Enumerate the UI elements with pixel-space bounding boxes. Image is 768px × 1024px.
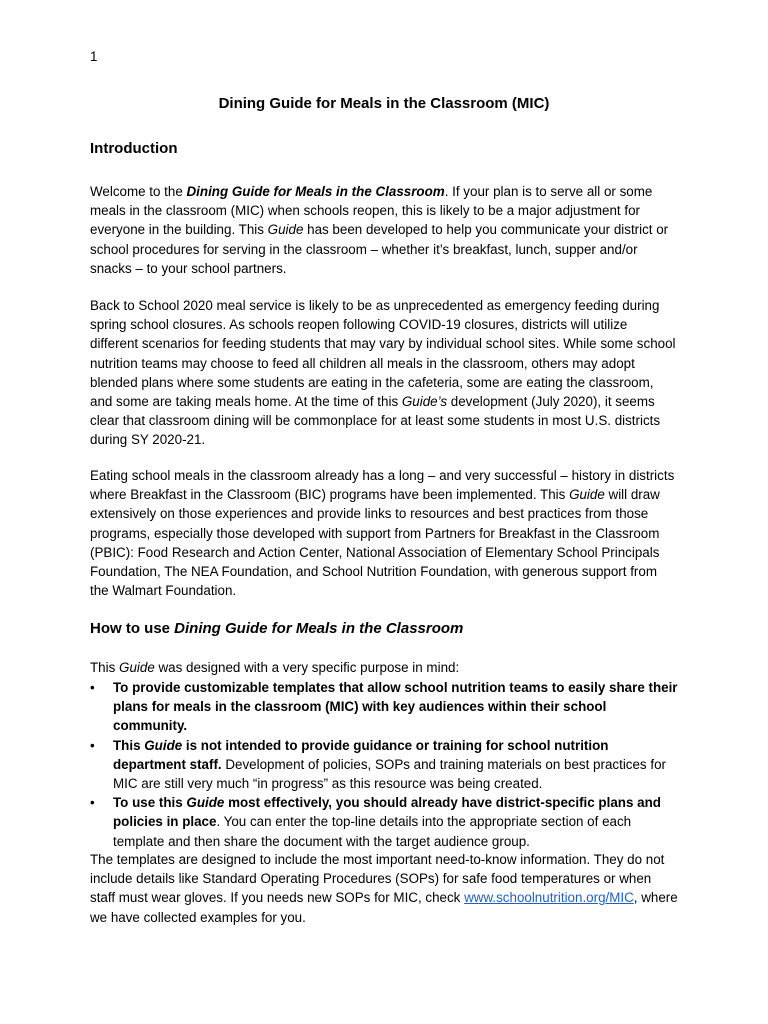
list-item [90,736,680,794]
text-run: will draw extensively on those experiences and provide links to resources and best practices from those programs, especially those developed with support from Partners for Breakfast in the Classroom (PBIC): Food Research and Action Center, National Association of Elementary School Principals Foundation, The NEA Foundation, and School Nutrition Foundation, with generous support from the Walmart Foundation. [90,487,660,599]
bullet-icon: • [90,795,95,811]
page-title: Dining Guide for Meals in the Classroom (MIC) [218,95,550,112]
text-run: How to use [90,620,175,637]
text-run: Welcome to the [90,184,187,199]
intro-paragraph-2 [90,296,678,450]
text-run: has been developed to help you communicate your district or school procedures for serving in the classroom – whether it’s breakfast, lunch, supper and/or snacks – to your school partners. [90,222,669,276]
text-run: Back to School 2020 meal service is likely to be as unprecedented as emergency feeding during spring school closures. As schools reopen following COVID-19 closures, districts will utilize different scenarios for feeding students that may vary by individual school sites. While some school nutrition teams may choose to feed all children all meals in the classroom, others may adopt blended plans where some students are eating in the cafeteria, some are eating the classroom, and some are taking meals home. At the time of this [90,298,676,410]
purpose-list [90,678,680,851]
page-number: 1 [90,49,98,64]
text-run-italic: Guide [119,660,155,675]
text-run-bold-italic: Dining Guide for Meals in the Classroom [186,184,445,199]
text-run: The templates are designed to include the most important need-to-know information. They do not include details like Standard Operating Procedures (SOPs) for safe food temperatures or when staff must wear gloves. If you needs new SOPs for MIC, check [90,852,665,906]
introduction-heading: Introduction [90,140,178,157]
bullet-icon: • [90,737,95,753]
how-to-use-heading [90,619,463,639]
text-run: Eating school meals in the classroom already has a long – and very successful – history in districts where Breakfast in the Classroom (BIC) programs have been implemented. This [90,468,675,503]
text-run: Development of policies, SOPs and training materials on best practices for MIC are still very much “in progress” as this resource was being created. [113,756,666,792]
intro-paragraph-3 [90,466,678,600]
list-item [90,793,680,851]
text-run: development (July 2020), it seems clear that classroom dining will be commonplace for at least some students in most U.S. districts during SY 2020-21. [90,394,661,448]
text-run-bold-italic: Guide [144,737,183,753]
text-run-bold-italic: Guide [186,795,225,811]
text-run: . You can enter the top-line details into the appropriate section of each template and then share the document with the target audience group. [113,814,632,849]
text-run-bold: To use this [113,795,187,811]
text-run-italic: Dining Guide for Meals in the Classroom [174,620,464,637]
text-run: . If your plan is to serve all or some meals in the classroom (MIC) when schools reopen, this is likely to be a major adjustment for everyone in the building. This [90,184,653,238]
closing-paragraph [90,850,678,927]
list-item [90,678,680,736]
text-run: , where we have collected examples for you. [90,890,678,925]
text-run-italic: Guide [569,487,605,503]
text-run-bold: most effectively, you should already have district-specific plans and policies in place [113,795,661,830]
text-run-italic: Guide’s [401,394,448,410]
text-run-bold: is not intended to provide guidance or training for school nutrition department staff. [113,737,609,772]
how-to-use-intro [90,658,678,677]
bullet-icon: • [90,680,95,695]
text-run: This [90,660,120,675]
text-run-bold: To provide customizable templates that allow school nutrition teams to easily share their plans for meals in the classroom (MIC) with key audiences within their school community. [113,680,678,734]
intro-paragraph-1 [90,182,678,278]
schoolnutrition-link[interactable]: www.schoolnutrition.org/MIC [464,890,634,906]
text-run-italic: Guide [267,222,304,238]
text-run: was designed with a very specific purpose in mind: [154,660,460,675]
text-run-bold: This [113,737,145,753]
